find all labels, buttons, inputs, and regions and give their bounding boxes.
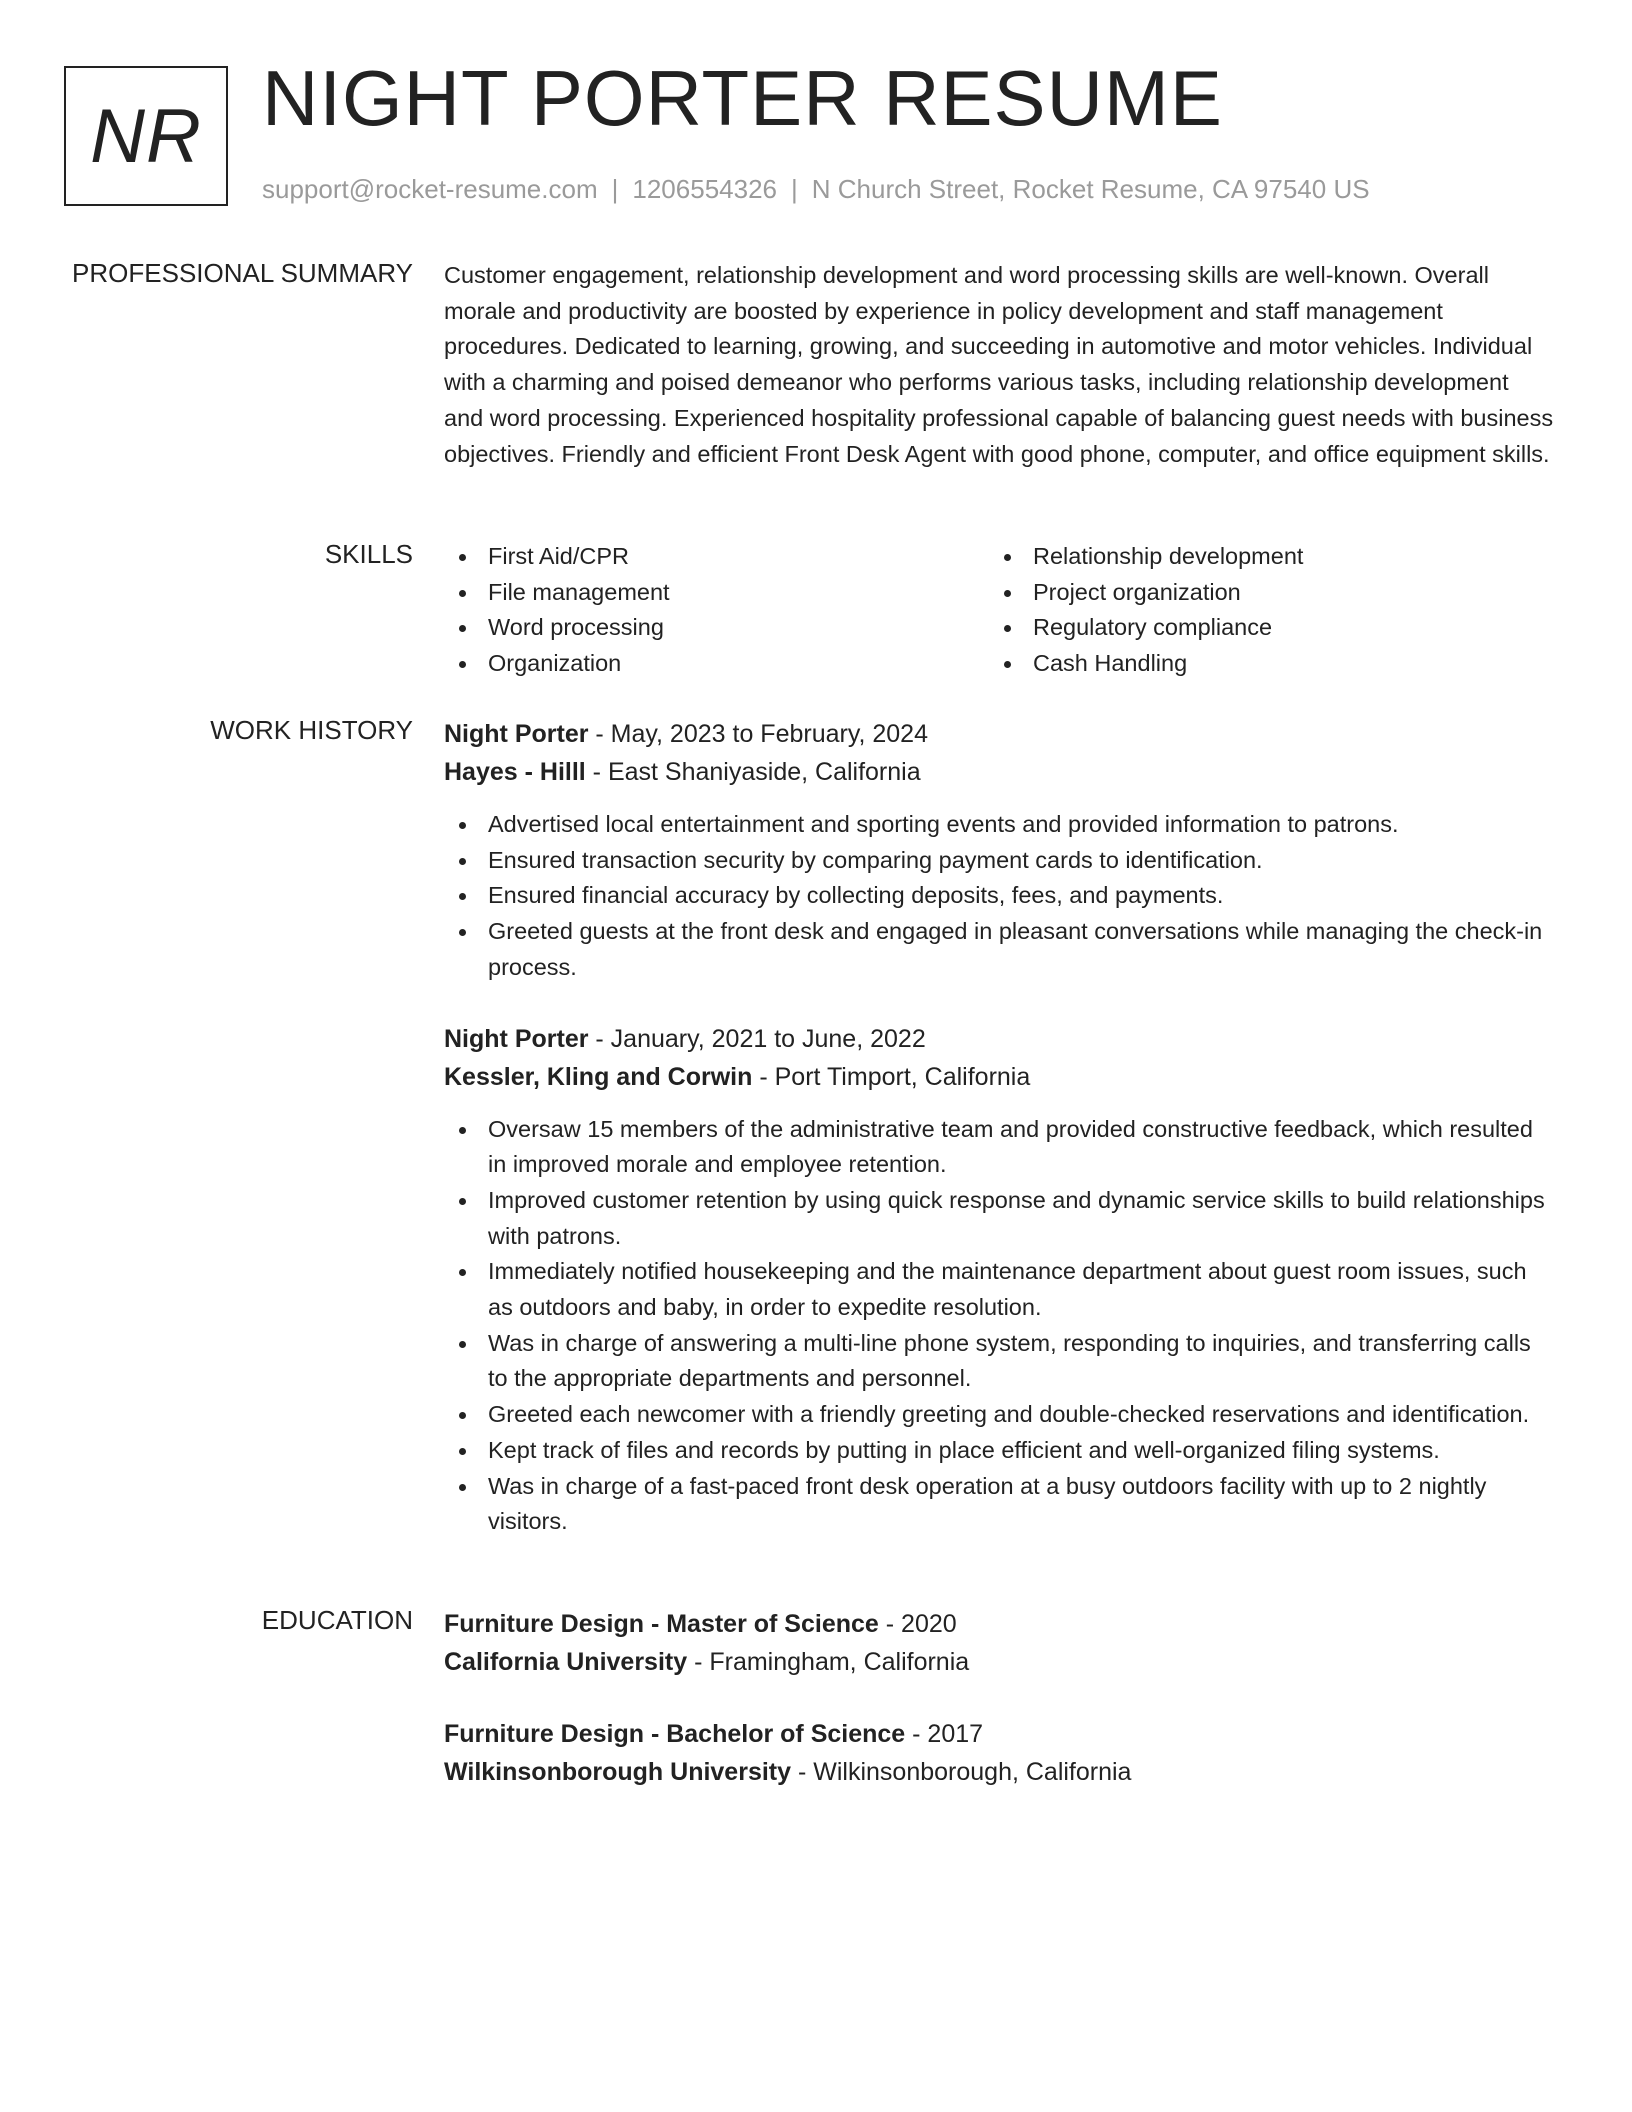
job-bullet-list [444,1112,1554,1540]
education-degree-line [444,1715,1554,1753]
skills-columns [444,539,1554,682]
job-dates: - May, 2023 to February, 2024 [588,720,928,748]
education-degree: Furniture Design - Bachelor of Science [444,1720,906,1748]
job-bullet: Greeted each newcomer with a friendly greeting and double-checked reservations and identification. [444,1397,1554,1433]
job-location: - East Shaniyaside, California [585,758,921,786]
job-company-line [444,753,1554,791]
job-bullet: Ensured financial accuracy by collecting deposits, fees, and payments. [444,878,1554,914]
job-entry [444,1020,1554,1540]
job-bullet: Kept track of files and records by putting in place efficient and well-organized filing systems. [444,1433,1554,1469]
job-title-line [444,1020,1554,1058]
job-company: Kessler, Kling and Corwin [444,1062,753,1091]
education-school-line [444,1753,1554,1791]
education-degree-line [444,1605,1554,1643]
skill-item: Organization [444,646,989,682]
job-bullet: Advertised local entertainment and sporting events and provided information to patrons. [444,807,1554,843]
contact-phone[interactable]: 1206554326 [632,174,777,204]
job-company: Hayes - Hilll [444,758,586,786]
skills-list-right [989,539,1534,682]
job-bullet: Was in charge of answering a multi-line phone system, responding to inquiries, and transferring calls to the appropriate departments and personnel. [444,1326,1554,1397]
job-bullet: Ensured transaction security by comparing payment cards to identification. [444,843,1554,879]
skills-heading: SKILLS [324,539,413,569]
job-title-line [444,715,1554,753]
education-location: - Wilkinsonborough, California [791,1758,1132,1786]
skills-body [444,539,1554,682]
job-location: - Port Timport, California [752,1062,1031,1091]
job-bullet-list [444,807,1554,986]
education-school: California University [444,1648,688,1676]
job-bullet: Was in charge of a fast-paced front desk operation at a busy outdoors facility with up to 2 nightly visitors. [444,1469,1554,1540]
education-entry [444,1605,1554,1681]
education-year: - 2017 [905,1720,984,1748]
job-title: Night Porter [444,720,589,748]
job-dates: - January, 2021 to June, 2022 [588,1024,926,1053]
contact-line [262,174,1370,205]
skill-item: Cash Handling [989,646,1534,682]
skill-item: Relationship development [989,539,1534,575]
skills-list-left [444,539,989,682]
summary-heading: PROFESSIONAL SUMMARY [72,258,413,288]
skill-item: File management [444,575,989,611]
job-company-line [444,1058,1554,1096]
education-school: Wilkinsonborough University [444,1758,792,1786]
work-history-body [444,715,1554,1574]
skill-item: Project organization [989,575,1534,611]
job-bullet: Immediately notified housekeeping and the maintenance department about guest room issues, such as outdoors and baby, in order to expedite resolution. [444,1254,1554,1325]
contact-address: N Church Street, Rocket Resume, CA 97540 US [811,174,1370,204]
education-heading: EDUCATION [261,1605,413,1635]
education-degree: Furniture Design - Master of Science [444,1610,879,1638]
job-entry [444,715,1554,986]
monogram-box [64,66,228,206]
contact-separator: | [611,174,619,204]
contact-email[interactable]: support@rocket-resume.com [262,174,598,204]
contact-separator: | [791,174,798,204]
job-bullet: Greeted guests at the front desk and engaged in pleasant conversations while managing the check-in process. [444,914,1554,985]
work-history-heading: WORK HISTORY [210,715,413,745]
education-school-line [444,1643,1554,1681]
education-entry [444,1715,1554,1791]
job-title: Night Porter [444,1024,589,1053]
education-year: - 2020 [878,1610,957,1638]
job-bullet: Improved customer retention by using quick response and dynamic service skills to build relationships with patrons. [444,1183,1554,1254]
education-body [444,1605,1554,1825]
education-location: - Framingham, California [687,1648,970,1676]
resume-title: NIGHT PORTER RESUME [262,54,1223,142]
skill-item: Regulatory compliance [989,610,1534,646]
summary-body [444,258,1554,472]
summary-text: Customer engagement, relationship development and word processing skills are well-known. Overall morale and productivity are boosted by experience in policy development and staff management procedures. Dedicated to learning, growing, and succeeding in automotive and motor vehicles. Individual with a charming and poised demeanor who performs various tasks, including relationship development and word processing. Experienced hospitality professional capable of balancing guest needs with business objectives. Friendly and efficient Front Desk Agent with good phone, computer, and office equipment skills. [444,262,1554,467]
monogram-initials: NR [90,93,202,179]
job-bullet: Oversaw 15 members of the administrative team and provided constructive feedback, which resulted in improved morale and employee retention. [444,1112,1554,1183]
skill-item: Word processing [444,610,989,646]
skill-item: First Aid/CPR [444,539,989,575]
